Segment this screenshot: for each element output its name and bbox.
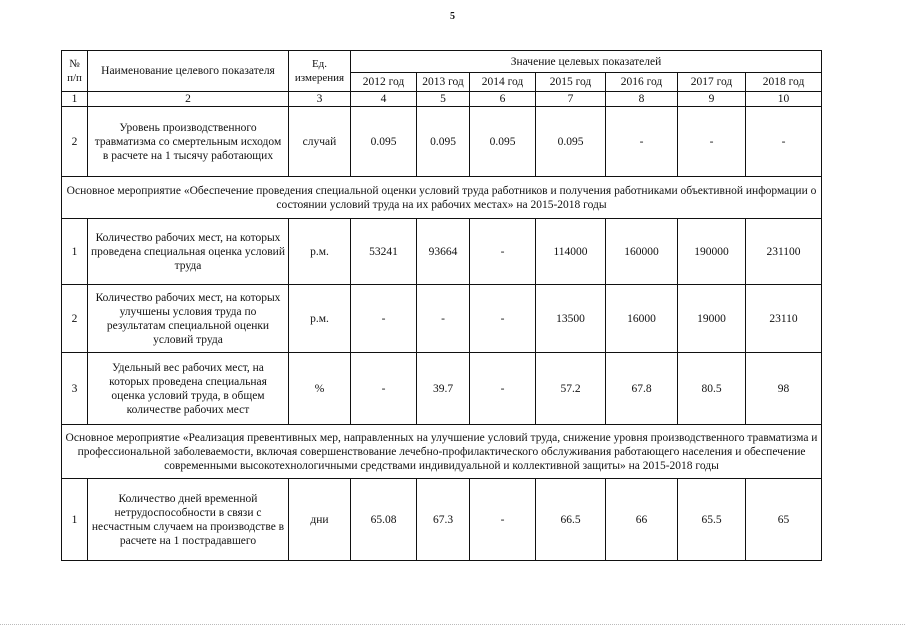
header-unit: Ед. измерения bbox=[289, 51, 351, 92]
row-value: 67.3 bbox=[417, 479, 470, 561]
index-cell: 8 bbox=[606, 92, 678, 107]
target-indicators-table bbox=[61, 50, 822, 561]
row-value: - bbox=[606, 107, 678, 177]
table-row bbox=[62, 285, 822, 353]
row-value: 53241 bbox=[351, 219, 417, 285]
row-name: Удельный вес рабочих мест, на которых проведена специальная оценка условий труда, в общем количестве рабочих мест bbox=[88, 353, 289, 425]
row-value: 190000 bbox=[678, 219, 746, 285]
row-value: 13500 bbox=[536, 285, 606, 353]
row-value: 231100 bbox=[746, 219, 822, 285]
table-row bbox=[62, 353, 822, 425]
row-value: 39.7 bbox=[417, 353, 470, 425]
row-value: 160000 bbox=[606, 219, 678, 285]
row-value: - bbox=[746, 107, 822, 177]
row-value: - bbox=[417, 285, 470, 353]
page-number: 5 bbox=[450, 11, 455, 22]
row-name: Уровень производственного травматизма со смертельным исходом в расчете на 1 тысячу работающих bbox=[88, 107, 289, 177]
row-value: 0.095 bbox=[351, 107, 417, 177]
header-values: Значение целевых показателей bbox=[351, 51, 822, 73]
row-value: - bbox=[351, 353, 417, 425]
row-value: - bbox=[351, 285, 417, 353]
row-unit: р.м. bbox=[289, 285, 351, 353]
row-value: 65 bbox=[746, 479, 822, 561]
row-value: 19000 bbox=[678, 285, 746, 353]
row-unit: р.м. bbox=[289, 219, 351, 285]
row-value: - bbox=[470, 353, 536, 425]
header-year: 2018 год bbox=[746, 73, 822, 92]
row-name: Количество дней временной нетрудоспособности в связи с несчастным случаем на производстве в расчете на 1 пострадавшего bbox=[88, 479, 289, 561]
row-value: - bbox=[678, 107, 746, 177]
row-value: 80.5 bbox=[678, 353, 746, 425]
row-value: 57.2 bbox=[536, 353, 606, 425]
row-value: 93664 bbox=[417, 219, 470, 285]
header-num: № п/п bbox=[62, 51, 88, 92]
row-unit: % bbox=[289, 353, 351, 425]
table-row bbox=[62, 479, 822, 561]
row-value: - bbox=[470, 285, 536, 353]
index-cell: 5 bbox=[417, 92, 470, 107]
header-year: 2015 год bbox=[536, 73, 606, 92]
header-year: 2012 год bbox=[351, 73, 417, 92]
index-cell: 10 bbox=[746, 92, 822, 107]
row-value: 16000 bbox=[606, 285, 678, 353]
table-row bbox=[62, 219, 822, 285]
row-num: 1 bbox=[62, 219, 88, 285]
index-cell: 4 bbox=[351, 92, 417, 107]
row-value: 0.095 bbox=[536, 107, 606, 177]
row-num: 2 bbox=[62, 285, 88, 353]
row-value: 98 bbox=[746, 353, 822, 425]
row-value: 0.095 bbox=[470, 107, 536, 177]
index-cell: 6 bbox=[470, 92, 536, 107]
table-row bbox=[62, 107, 822, 177]
section-row bbox=[62, 177, 822, 219]
row-value: - bbox=[470, 479, 536, 561]
section-row bbox=[62, 425, 822, 479]
row-name: Количество рабочих мест, на которых улучшены условия труда по результатам специальной оценки условий труда bbox=[88, 285, 289, 353]
row-num: 3 bbox=[62, 353, 88, 425]
row-value: 67.8 bbox=[606, 353, 678, 425]
row-value: - bbox=[470, 219, 536, 285]
header-year: 2017 год bbox=[678, 73, 746, 92]
header-row-1 bbox=[62, 51, 822, 73]
section-title: Основное мероприятие «Обеспечение проведения специальной оценки условий труда работников и получения работниками объективной информации о состоянии условий труда на их рабочих местах» на 2015-2018 годы bbox=[62, 177, 822, 219]
page-bottom-edge bbox=[0, 624, 905, 628]
row-num: 2 bbox=[62, 107, 88, 177]
section-title: Основное мероприятие «Реализация превентивных мер, направленных на улучшение условий труда, снижение уровня производственного травматизма и профессиональной заболеваемости, включая совершенствование лечебно-профилактического обслуживания работающего населения и обеспечение современными высокотехнологичными средствами индивидуальной и коллективной защиты» на 2015-2018 годы bbox=[62, 425, 822, 479]
header-name: Наименование целевого показателя bbox=[88, 51, 289, 92]
row-name: Количество рабочих мест, на которых проведена специальная оценка условий труда bbox=[88, 219, 289, 285]
row-value: 65.08 bbox=[351, 479, 417, 561]
index-cell: 3 bbox=[289, 92, 351, 107]
index-cell: 2 bbox=[88, 92, 289, 107]
index-row bbox=[62, 92, 822, 107]
row-value: 66.5 bbox=[536, 479, 606, 561]
row-value: 23110 bbox=[746, 285, 822, 353]
row-unit: случай bbox=[289, 107, 351, 177]
row-unit: дни bbox=[289, 479, 351, 561]
row-num: 1 bbox=[62, 479, 88, 561]
index-cell: 9 bbox=[678, 92, 746, 107]
header-year: 2014 год bbox=[470, 73, 536, 92]
row-value: 66 bbox=[606, 479, 678, 561]
index-cell: 7 bbox=[536, 92, 606, 107]
header-year: 2013 год bbox=[417, 73, 470, 92]
row-value: 0.095 bbox=[417, 107, 470, 177]
header-year: 2016 год bbox=[606, 73, 678, 92]
row-value: 114000 bbox=[536, 219, 606, 285]
index-cell: 1 bbox=[62, 92, 88, 107]
row-value: 65.5 bbox=[678, 479, 746, 561]
